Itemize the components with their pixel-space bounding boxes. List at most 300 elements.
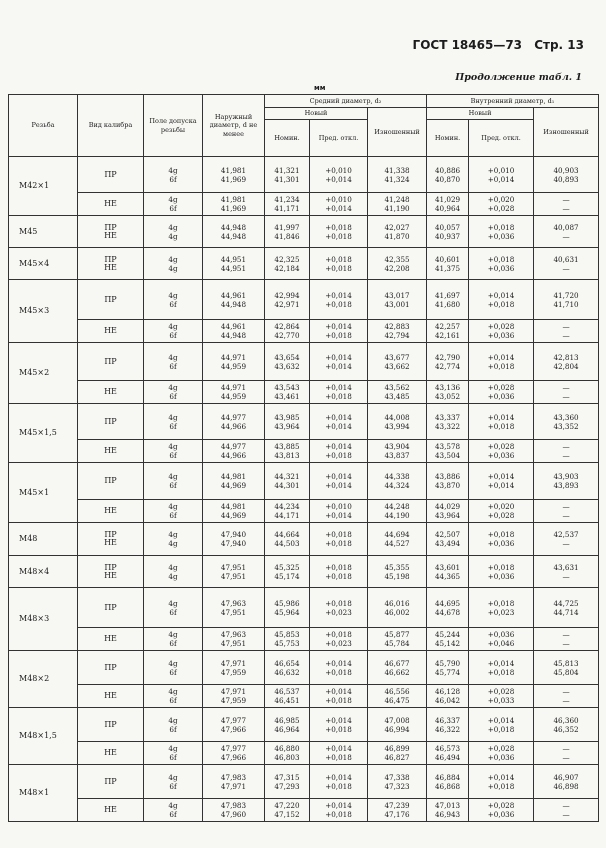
col-mean-diameter: Средний диаметр, d₂ (265, 95, 427, 108)
outer-diameter-cell (203, 404, 265, 440)
tolerance-cell-value: 4g (168, 254, 178, 264)
col-inner-new: Новый (427, 108, 534, 120)
tolerance-cell-value: 4g (168, 502, 178, 511)
page-header (405, 38, 584, 52)
tolerance-cell-value: 4g (168, 530, 178, 539)
mean-deviation-cell-value: +0,018 (325, 562, 352, 572)
gauge-kind-cell: НЕ (78, 799, 144, 822)
mean-worn-cell-value: 41,870 (384, 231, 410, 241)
inner-nominal-cell-value: 43,601 (434, 562, 461, 572)
mean-deviation-cell-value: +0,014 (325, 687, 352, 696)
inner-worn-cell-value: 40,893 (553, 174, 579, 184)
mean-nominal-cell-value: 43,813 (274, 451, 300, 460)
mean-nominal-cell-value: 44,503 (274, 539, 300, 548)
mean-worn-cell-value: 46,827 (384, 753, 410, 762)
table-row (9, 765, 599, 799)
gauge-kind-cell: ПР (78, 588, 144, 628)
mean-nominal-cell-value: 44,234 (274, 502, 300, 511)
mean-worn-cell-value: 43,677 (384, 352, 410, 362)
inner-deviation-cell (469, 556, 534, 588)
inner-nominal-cell (427, 556, 469, 588)
mean-deviation-cell-value: +0,023 (325, 607, 352, 617)
inner-deviation-cell-value: +0,010 (487, 165, 515, 175)
mean-deviation-cell-value: +0,018 (325, 753, 352, 762)
inner-nominal-cell-value: 46,943 (434, 810, 461, 819)
mean-deviation-cell-value: +0,018 (325, 263, 352, 273)
inner-nominal-cell-value: 46,128 (434, 687, 461, 696)
mean-deviation-cell-value: +0,014 (325, 715, 352, 725)
mean-nominal-cell-value: 45,853 (274, 630, 300, 639)
inner-deviation-cell-value: +0,028 (487, 511, 515, 520)
mean-deviation-cell-value: +0,010 (325, 502, 352, 511)
inner-deviation-cell-value: +0,018 (487, 222, 515, 232)
gauge-kind: ПР (104, 222, 117, 232)
inner-worn-cell-value: — (562, 442, 570, 451)
inner-deviation-cell-value: +0,018 (487, 254, 515, 264)
inner-deviation-cell (469, 742, 534, 765)
table-row (9, 742, 599, 765)
mean-nominal-cell-value: 42,770 (274, 331, 300, 340)
mean-nominal-cell-value: 42,864 (274, 322, 300, 331)
inner-deviation-cell-value: +0,018 (487, 667, 515, 677)
inner-worn-cell (534, 381, 599, 404)
inner-nominal-cell-value: 46,042 (434, 696, 461, 705)
mean-deviation-cell (310, 588, 368, 628)
mean-worn-cell-value: 42,794 (384, 331, 410, 340)
mean-worn-cell (368, 628, 427, 651)
table-row (9, 157, 599, 193)
tolerance-cell-value: 4g (168, 442, 178, 451)
mean-worn-cell (368, 248, 427, 280)
outer-diameter-cell-value: 44,969 (220, 481, 247, 490)
mean-worn-cell-value: 42,027 (384, 222, 410, 232)
inner-nominal-cell (427, 404, 469, 440)
inner-deviation-cell-value: +0,014 (487, 481, 515, 490)
outer-diameter-cell-value: 47,971 (220, 781, 247, 791)
mean-nominal-cell (265, 463, 310, 500)
thread-designation: M45×2 (9, 343, 78, 404)
tolerance-cell (144, 799, 203, 822)
inner-worn-cell (534, 440, 599, 463)
mean-worn-cell-value: 41,324 (384, 174, 410, 184)
mean-deviation-cell (310, 742, 368, 765)
inner-nominal-cell-value: 42,257 (434, 322, 461, 331)
col-outer-diameter: Наружный диаметр, d не менее (203, 95, 265, 157)
page-number: Стр. 13 (534, 38, 584, 52)
outer-diameter-cell-value: 44,951 (220, 263, 247, 273)
mean-nominal-cell (265, 523, 310, 556)
gauge-kind-cell: ПР (78, 765, 144, 799)
mean-nominal-cell (265, 280, 310, 320)
thread-designation: M45×3 (9, 280, 78, 343)
inner-nominal-cell (427, 343, 469, 381)
inner-worn-cell-value: — (562, 231, 570, 241)
tolerance-cell-value: 6f (169, 392, 177, 401)
inner-deviation-cell (469, 157, 534, 193)
mean-nominal-cell-value: 41,846 (274, 231, 300, 241)
mean-worn-cell-value: 41,248 (384, 195, 410, 204)
outer-diameter-cell (203, 463, 265, 500)
inner-worn-cell (534, 157, 599, 193)
outer-diameter-cell-value: 47,960 (220, 810, 247, 819)
inner-nominal-cell-value: 41,697 (434, 290, 461, 300)
outer-diameter-cell (203, 588, 265, 628)
mean-deviation-cell-value: +0,018 (325, 724, 352, 734)
gauge-kind: ПР (104, 530, 117, 539)
inner-deviation-cell-value: +0,018 (487, 530, 515, 539)
mean-deviation-cell-value: +0,018 (325, 630, 352, 639)
inner-deviation-cell (469, 765, 534, 799)
inner-deviation-cell-value: +0,014 (487, 352, 515, 362)
gauge-kind: ПР (104, 254, 117, 264)
tolerance-cell-value: 4g (168, 539, 178, 548)
mean-worn-cell-value: 42,355 (384, 254, 410, 264)
inner-nominal-cell-value: 44,678 (434, 607, 461, 617)
inner-deviation-cell-value: +0,018 (487, 421, 515, 431)
inner-worn-cell-value: 43,903 (553, 472, 579, 481)
mean-deviation-cell-value: +0,014 (325, 511, 352, 520)
inner-worn-cell (534, 463, 599, 500)
mean-nominal-cell (265, 440, 310, 463)
mean-worn-cell-value: 41,338 (384, 165, 410, 175)
table-row (9, 523, 599, 556)
outer-diameter-cell-value: 47,940 (220, 530, 247, 539)
inner-worn-cell-value: 43,893 (553, 481, 579, 490)
mean-nominal-cell-value: 41,234 (274, 195, 300, 204)
tolerance-cell (144, 157, 203, 193)
thread-designation: M45×4 (9, 248, 78, 280)
inner-nominal-cell-value: 43,322 (434, 421, 461, 431)
outer-diameter-cell (203, 799, 265, 822)
inner-nominal-cell-value: 46,337 (434, 715, 461, 725)
mean-worn-cell (368, 708, 427, 742)
mean-worn-cell (368, 651, 427, 685)
col-inner-diameter: Внутренний диаметр, d₁ (427, 95, 599, 108)
mean-nominal-cell-value: 43,543 (274, 383, 300, 392)
gauge-kind: НЕ (104, 570, 117, 580)
mean-nominal-cell-value: 41,997 (274, 222, 300, 232)
outer-diameter-cell (203, 248, 265, 280)
mean-worn-cell-value: 46,662 (384, 667, 410, 677)
mean-worn-cell-value: 46,994 (384, 724, 410, 734)
outer-diameter-cell (203, 157, 265, 193)
mean-worn-cell (368, 556, 427, 588)
mean-deviation-cell (310, 440, 368, 463)
inner-deviation-cell (469, 216, 534, 248)
outer-diameter-cell-value: 44,966 (220, 451, 247, 460)
outer-diameter-cell-value: 44,971 (220, 352, 247, 362)
mean-deviation-cell-value: +0,018 (325, 222, 352, 232)
mean-nominal-cell-value: 42,994 (274, 290, 300, 300)
thread-designation: M45 (9, 216, 78, 248)
inner-deviation-cell-value: +0,014 (487, 772, 515, 782)
mean-deviation-cell-value: +0,014 (325, 658, 352, 668)
mean-worn-cell-value: 47,323 (384, 781, 410, 791)
inner-nominal-cell-value: 43,870 (434, 481, 461, 490)
inner-nominal-cell-value: 46,494 (434, 753, 461, 762)
mean-worn-cell (368, 193, 427, 216)
inner-deviation-cell (469, 588, 534, 628)
inner-worn-cell (534, 404, 599, 440)
thread-designation: M48×1 (9, 765, 78, 822)
tolerance-cell (144, 404, 203, 440)
outer-diameter-cell-value: 44,966 (220, 421, 247, 431)
inner-deviation-cell-value: +0,018 (487, 598, 515, 608)
mean-nominal-cell (265, 765, 310, 799)
outer-diameter-cell-value: 44,959 (220, 392, 247, 401)
mean-nominal-cell (265, 588, 310, 628)
outer-diameter-cell (203, 742, 265, 765)
outer-diameter-cell-value: 47,951 (220, 639, 247, 648)
outer-diameter-cell-value: 44,977 (220, 412, 247, 422)
col-mean-nominal: Номин. (265, 120, 310, 157)
mean-worn-cell-value: 44,324 (384, 481, 410, 490)
mean-deviation-cell-value: +0,018 (325, 810, 352, 819)
inner-worn-cell-value: 41,710 (553, 299, 579, 309)
mean-worn-cell-value: 47,176 (384, 810, 410, 819)
inner-nominal-cell-value: 44,365 (434, 571, 461, 581)
outer-diameter-cell-value: 47,959 (220, 667, 247, 677)
mean-nominal-cell-value: 47,152 (274, 810, 300, 819)
tolerance-cell-value: 4g (168, 222, 178, 232)
mean-deviation-cell-value: +0,018 (325, 667, 352, 677)
mean-nominal-cell-value: 41,171 (274, 204, 300, 213)
col-mean-worn: Изношенный (368, 108, 427, 157)
inner-nominal-cell (427, 708, 469, 742)
inner-nominal-cell-value: 41,375 (434, 263, 461, 273)
inner-deviation-cell-value: +0,036 (487, 571, 515, 581)
outer-diameter-cell-value: 47,963 (220, 598, 247, 608)
mean-nominal-cell-value: 43,964 (274, 421, 300, 431)
tolerance-cell-value: 4g (168, 322, 178, 331)
mean-deviation-cell-value: +0,018 (325, 299, 352, 309)
tolerance-cell (144, 500, 203, 523)
mean-deviation-cell-value: +0,018 (325, 254, 352, 264)
tolerance-cell (144, 556, 203, 588)
inner-worn-cell-value: — (562, 639, 570, 648)
tolerance-cell-value: 6f (169, 331, 177, 340)
mean-deviation-cell-value: +0,014 (325, 383, 352, 392)
inner-deviation-cell-value: +0,033 (487, 696, 515, 705)
mean-deviation-cell-value: +0,014 (325, 772, 352, 782)
mean-nominal-cell (265, 651, 310, 685)
inner-nominal-cell-value: 42,161 (434, 331, 461, 340)
tolerance-cell-value: 4g (168, 687, 178, 696)
outer-diameter-cell-value: 47,966 (220, 753, 247, 762)
mean-worn-cell-value: 47,239 (384, 801, 410, 810)
mean-worn-cell-value: 46,556 (384, 687, 410, 696)
inner-nominal-cell-value: 43,886 (434, 472, 461, 481)
inner-deviation-cell (469, 280, 534, 320)
outer-diameter-cell-value: 44,977 (220, 442, 247, 451)
mean-worn-cell-value: 47,338 (384, 772, 410, 782)
gauge-kind: ПР (104, 562, 117, 572)
table-row (9, 320, 599, 343)
col-inner-deviation: Пред. откл. (469, 120, 534, 157)
inner-deviation-cell-value: +0,014 (487, 174, 515, 184)
inner-nominal-cell-value: 43,052 (434, 392, 461, 401)
outer-diameter-cell (203, 343, 265, 381)
inner-nominal-cell-value: 46,322 (434, 724, 461, 734)
inner-nominal-cell (427, 523, 469, 556)
inner-worn-cell-value: — (562, 331, 570, 340)
mean-worn-cell-value: 45,355 (384, 562, 410, 572)
inner-deviation-cell-value: +0,014 (487, 472, 515, 481)
inner-nominal-cell-value: 47,013 (434, 801, 461, 810)
mean-deviation-cell-value: +0,018 (325, 781, 352, 791)
mean-nominal-cell-value: 46,654 (274, 658, 300, 668)
inner-deviation-cell-value: +0,014 (487, 412, 515, 422)
col-gauge-type: Вид калибра (78, 95, 144, 157)
mean-deviation-cell-value: +0,018 (325, 539, 352, 548)
outer-diameter-cell-value: 47,971 (220, 658, 247, 668)
tolerance-cell-value: 4g (168, 658, 178, 668)
inner-deviation-cell (469, 248, 534, 280)
outer-diameter-cell-value: 47,940 (220, 539, 247, 548)
inner-worn-cell-value: — (562, 502, 570, 511)
mean-deviation-cell (310, 280, 368, 320)
inner-deviation-cell-value: +0,036 (487, 753, 515, 762)
inner-deviation-cell-value: +0,036 (487, 392, 515, 401)
table-row (9, 588, 599, 628)
thread-designation: M48×4 (9, 556, 78, 588)
tolerance-cell-value: 4g (168, 598, 178, 608)
inner-deviation-cell-value: +0,028 (487, 801, 515, 810)
table-row (9, 193, 599, 216)
outer-diameter-cell-value: 41,969 (220, 204, 247, 213)
col-tolerance: Поле допуска резьбы (144, 95, 203, 157)
mean-deviation-cell-value: +0,018 (325, 331, 352, 340)
inner-deviation-cell-value: +0,036 (487, 539, 515, 548)
inner-nominal-cell-value: 42,774 (434, 361, 461, 371)
tolerance-cell-value: 6f (169, 607, 177, 617)
tolerance-cell-value: 4g (168, 290, 178, 300)
inner-nominal-cell (427, 248, 469, 280)
table-row (9, 708, 599, 742)
inner-nominal-cell (427, 216, 469, 248)
mean-worn-cell-value: 43,904 (384, 442, 410, 451)
tolerance-cell-value: 6f (169, 361, 177, 371)
outer-diameter-cell-value: 44,961 (220, 322, 247, 331)
inner-deviation-cell-value: +0,020 (487, 502, 515, 511)
tolerance-cell-value: 4g (168, 263, 178, 273)
mean-nominal-cell-value: 44,321 (274, 472, 300, 481)
inner-deviation-cell (469, 628, 534, 651)
inner-worn-cell (534, 765, 599, 799)
inner-deviation-cell-value: +0,036 (487, 451, 515, 460)
mean-nominal-cell (265, 248, 310, 280)
inner-worn-cell-value: 43,631 (553, 562, 579, 572)
mean-worn-cell-value: 43,562 (384, 383, 410, 392)
mean-nominal-cell-value: 41,321 (274, 165, 300, 175)
outer-diameter-cell-value: 44,951 (220, 254, 247, 264)
tolerance-cell (144, 685, 203, 708)
inner-worn-cell (534, 651, 599, 685)
thread-designation: M45×1 (9, 463, 78, 523)
inner-deviation-cell-value: +0,018 (487, 361, 515, 371)
mean-deviation-cell-value: +0,014 (325, 421, 352, 431)
mean-deviation-cell-value: +0,014 (325, 361, 352, 371)
gauge-kind-cell: ПР (78, 157, 144, 193)
outer-diameter-cell-value: 47,971 (220, 687, 247, 696)
mean-worn-cell-value: 44,527 (384, 539, 410, 548)
outer-diameter-cell (203, 280, 265, 320)
inner-worn-cell-value: — (562, 801, 570, 810)
outer-diameter-cell-value: 41,981 (220, 165, 247, 175)
inner-nominal-cell-value: 42,507 (434, 530, 461, 539)
inner-worn-cell (534, 742, 599, 765)
tolerance-cell-value: 4g (168, 231, 178, 241)
gauge-kind-cell (78, 523, 144, 556)
tolerance-cell (144, 463, 203, 500)
table-continuation-caption: Продолжение табл. 1 (455, 72, 582, 83)
mean-nominal-cell-value: 45,964 (274, 607, 300, 617)
tolerance-cell-value: 4g (168, 412, 178, 422)
outer-diameter-cell-value: 44,981 (220, 502, 247, 511)
mean-worn-cell-value: 46,016 (384, 598, 410, 608)
inner-worn-cell-value: — (562, 263, 570, 273)
inner-nominal-cell-value: 40,870 (434, 174, 461, 184)
mean-deviation-cell (310, 500, 368, 523)
inner-worn-cell-value: — (562, 810, 570, 819)
outer-diameter-cell-value: 44,969 (220, 511, 247, 520)
inner-nominal-cell (427, 651, 469, 685)
table-row (9, 500, 599, 523)
table-row (9, 685, 599, 708)
tolerance-cell-value: 4g (168, 195, 178, 204)
inner-worn-cell-value: 40,903 (553, 165, 579, 175)
mean-nominal-cell-value: 45,325 (274, 562, 300, 572)
inner-deviation-cell-value: +0,023 (487, 607, 515, 617)
inner-worn-cell-value: — (562, 539, 570, 548)
tolerance-cell (144, 381, 203, 404)
inner-nominal-cell (427, 193, 469, 216)
col-inner-worn: Изношенный (534, 108, 599, 157)
inner-worn-cell-value: — (562, 204, 570, 213)
tolerance-cell (144, 280, 203, 320)
mean-worn-cell (368, 463, 427, 500)
outer-diameter-cell (203, 556, 265, 588)
gauge-kind-cell (78, 216, 144, 248)
mean-deviation-cell-value: +0,023 (325, 639, 352, 648)
inner-worn-cell-value: — (562, 753, 570, 762)
mean-worn-cell (368, 343, 427, 381)
inner-nominal-cell-value: 41,029 (434, 195, 461, 204)
inner-worn-cell-value: 45,813 (553, 658, 579, 668)
gauge-kind-cell: ПР (78, 651, 144, 685)
inner-nominal-cell-value: 40,886 (434, 165, 461, 175)
tolerance-cell (144, 651, 203, 685)
mean-nominal-cell-value: 47,220 (274, 801, 300, 810)
inner-worn-cell (534, 799, 599, 822)
outer-diameter-cell (203, 320, 265, 343)
mean-deviation-cell (310, 216, 368, 248)
mean-deviation-cell (310, 628, 368, 651)
inner-deviation-cell-value: +0,014 (487, 290, 515, 300)
mean-nominal-cell-value: 45,753 (274, 639, 300, 648)
mean-nominal-cell-value: 46,985 (274, 715, 300, 725)
inner-nominal-cell-value: 45,774 (434, 667, 461, 677)
standard-number: ГОСТ 18465—73 (412, 38, 523, 52)
gauge-kind-cell: НЕ (78, 500, 144, 523)
thread-designation: M48×3 (9, 588, 78, 651)
mean-nominal-cell (265, 404, 310, 440)
mean-deviation-cell-value: +0,018 (325, 598, 352, 608)
mean-worn-cell-value: 43,662 (384, 361, 410, 371)
mean-deviation-cell (310, 248, 368, 280)
tolerance-cell (144, 765, 203, 799)
mean-deviation-cell-value: +0,018 (325, 530, 352, 539)
